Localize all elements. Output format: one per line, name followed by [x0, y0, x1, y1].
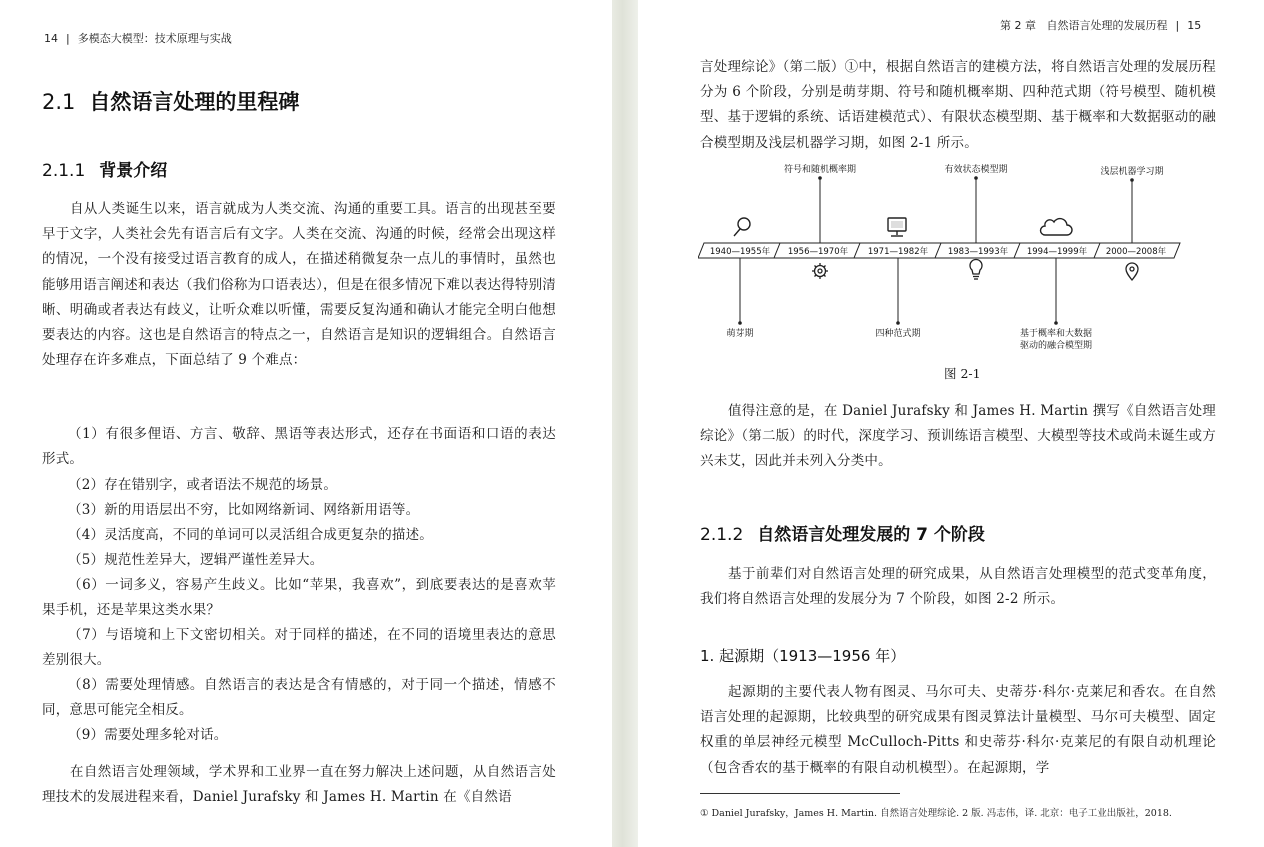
stage1-heading: 1. 起源期（1913—1956 年） [700, 647, 906, 665]
difficulty-item-3: （3）新的用语层出不穷，比如网络新词、网络新用语等。 [68, 502, 420, 518]
period-1956-1970: 1956—1970年 [787, 247, 849, 257]
footnote-rule [700, 793, 900, 794]
connector-dot [1054, 321, 1058, 325]
top-label-symbol-probability: 符号和随机概率期 [783, 165, 857, 175]
period-1971-1982: 1971—1982年 [867, 247, 929, 257]
right-page-number: 15 [1187, 19, 1202, 32]
subsection-heading-2-1-2 [700, 520, 985, 545]
difficulty-item-4: （4）灵活度高，不同的单词可以灵活组合成更复杂的描述。 [68, 527, 433, 543]
subsection-title: 背景介绍 [99, 161, 168, 181]
right-page [638, 0, 1264, 847]
connector-dot [1130, 178, 1134, 182]
subsection-heading-2-1-1 [42, 156, 167, 181]
left-running-head: 14 | 多模态大模型：技术原理与实战 [44, 32, 232, 45]
connector-dot [818, 176, 822, 180]
top-label-shallow-ml: 浅层机器学习期 [1100, 167, 1164, 177]
bottom-label-four-paradigms: 四种范式期 [875, 329, 921, 339]
difficulty-item-9: （9）需要处理多轮对话。 [68, 727, 228, 743]
continued-paragraph: 言处理综论》（第二版）①中，根据自然语言的建模方法，将自然语言处理的发展历程分为 6 个阶段，分别是萌芽期、符号和随机概率期、四种范式期（符号模型、随机模型、基于逻辑的系统、话语建模范式）、有限状态模型期、基于概率和大数据驱动的融合模型期及浅层机器学习期，如图 2-1 所示。 [700, 59, 1216, 151]
closing-paragraph: 在自然语言处理领域，学术界和工业界一直在努力解决上述问题，从自然语言处理技术的发展进程来看，Daniel Jurafsky 和 James H. Martin 在《自然语 [42, 764, 556, 806]
gear-icon [812, 263, 828, 279]
bottom-label-embryonic: 萌芽期 [726, 329, 754, 339]
location-pin-icon [1126, 263, 1138, 280]
lightbulb-icon [970, 260, 982, 279]
right-running-head: 第 2 章 自然语言处理的发展历程 | 15 [1000, 19, 1202, 32]
subsection-title: 自然语言处理发展的 7 个阶段 [757, 525, 985, 545]
section-title: 自然语言处理的里程碑 [89, 90, 300, 114]
period-2000-2008: 2000—2008年 [1105, 247, 1167, 257]
section-number: 2.1 [42, 90, 76, 114]
difficulty-item-2: （2）存在错别字，或者语法不规范的场景。 [68, 477, 338, 493]
section-heading [42, 86, 299, 116]
intro-paragraph: 自从人类诞生以来，语言就成为人类交流、沟通的重要工具。语言的出现甚至要早于文字，人类社会先有语言后有文字。人类在交流、沟通的时候，经常会出现这样的情况，一个没有接受过语言教育的成人，在描述稍微复杂一点儿的事情时，虽然也能够用语言阐述和表达（我们俗称为口语表达），但是在很多情况下难以表达得特别清晰、明确或者表达有歧义，让听众难以听懂，需要反复沟通和确认才能完全明白他想要表达的内容。这也是自然语言的特点之一，自然语言是知识的逻辑组合。自然语言处理存在许多难点，下面总结了 9 个难点： [42, 201, 556, 369]
subsection-number: 2.1.1 [42, 161, 86, 181]
magnifier-icon [734, 218, 750, 236]
book-title: 多模态大模型：技术原理与实战 [77, 32, 232, 45]
period-1940-1955: 1940—1955年 [709, 247, 771, 257]
difficulty-item-7: （7）与语境和上下文密切相关。对于同样的描述，在不同的语境里表达的意思差别很大。 [42, 627, 556, 669]
note-paragraph: 值得注意的是，在 Daniel Jurafsky 和 James H. Martin 撰写《自然语言处理综论》（第二版）的时代，深度学习、预训练语言模型、大模型等技术或尚未诞生或方兴未艾，因此并未列入分类中。 [700, 403, 1216, 470]
connector-dot [738, 321, 742, 325]
period-1983-1993: 1983—1993年 [947, 247, 1009, 257]
timeline-svg [698, 160, 1183, 360]
bottom-label-fusion-line2: 驱动的融合模型期 [1019, 341, 1093, 351]
difficulty-item-6: （6）一词多义，容易产生歧义。比如“苹果，我喜欢”，到底要表达的是喜欢苹果手机，还是苹果这类水果？ [42, 577, 556, 619]
chapter-title: 自然语言处理的发展历程 [1046, 19, 1168, 32]
figure-caption: 图 2-1 [944, 366, 981, 381]
bottom-label-fusion-line1: 基于概率和大数据 [1019, 329, 1093, 339]
difficulty-item-5: （5）规范性差异大，逻辑严谨性差异大。 [68, 552, 324, 568]
difficulty-item-1: （1）有很多俚语、方言、敬辞、黑语等表达形式，还存在书面语和口语的表达形式。 [42, 426, 556, 468]
subsection-number: 2.1.2 [700, 525, 744, 545]
left-page-number: 14 [44, 32, 58, 45]
timeline-figure [698, 160, 1183, 360]
period-1994-1999: 1994—1999年 [1026, 247, 1088, 257]
difficulty-item-8: （8）需要处理情感。自然语言的表达是含有情感的，对于同一个描述，情感不同，意思可能完全相反。 [42, 677, 556, 719]
monitor-icon [888, 218, 906, 236]
left-page [0, 0, 612, 847]
footnote: ① Daniel Jurafsky，James H. Martin. 自然语言处理综论. 2 版. 冯志伟，译. 北京：电子工业出版社，2018. [700, 808, 1172, 819]
cloud-icon [1041, 219, 1072, 235]
connector-dot [974, 176, 978, 180]
stages-intro-paragraph: 基于前辈们对自然语言处理的研究成果，从自然语言处理模型的范式变革角度，我们将自然语言处理的发展分为 7 个阶段，如图 2-2 所示。 [700, 566, 1216, 608]
connector-dot [896, 321, 900, 325]
stage1-paragraph: 起源期的主要代表人物有图灵、马尔可夫、史蒂芬·科尔·克莱尼和香农。在自然语言处理的起源期，比较典型的研究成果有图灵算法计量模型、马尔可夫模型、固定权重的单层神经元模型 McCulloch-Pitts 和史蒂芬·科尔·克莱尼的有限自动机理论（包含香农的基于概率的有限自动机模型）。在起源期，学 [700, 684, 1216, 776]
book-gutter [612, 0, 638, 847]
top-label-finite-state: 有效状态模型期 [944, 165, 1008, 175]
chapter-label: 第 2 章 [1000, 19, 1036, 32]
